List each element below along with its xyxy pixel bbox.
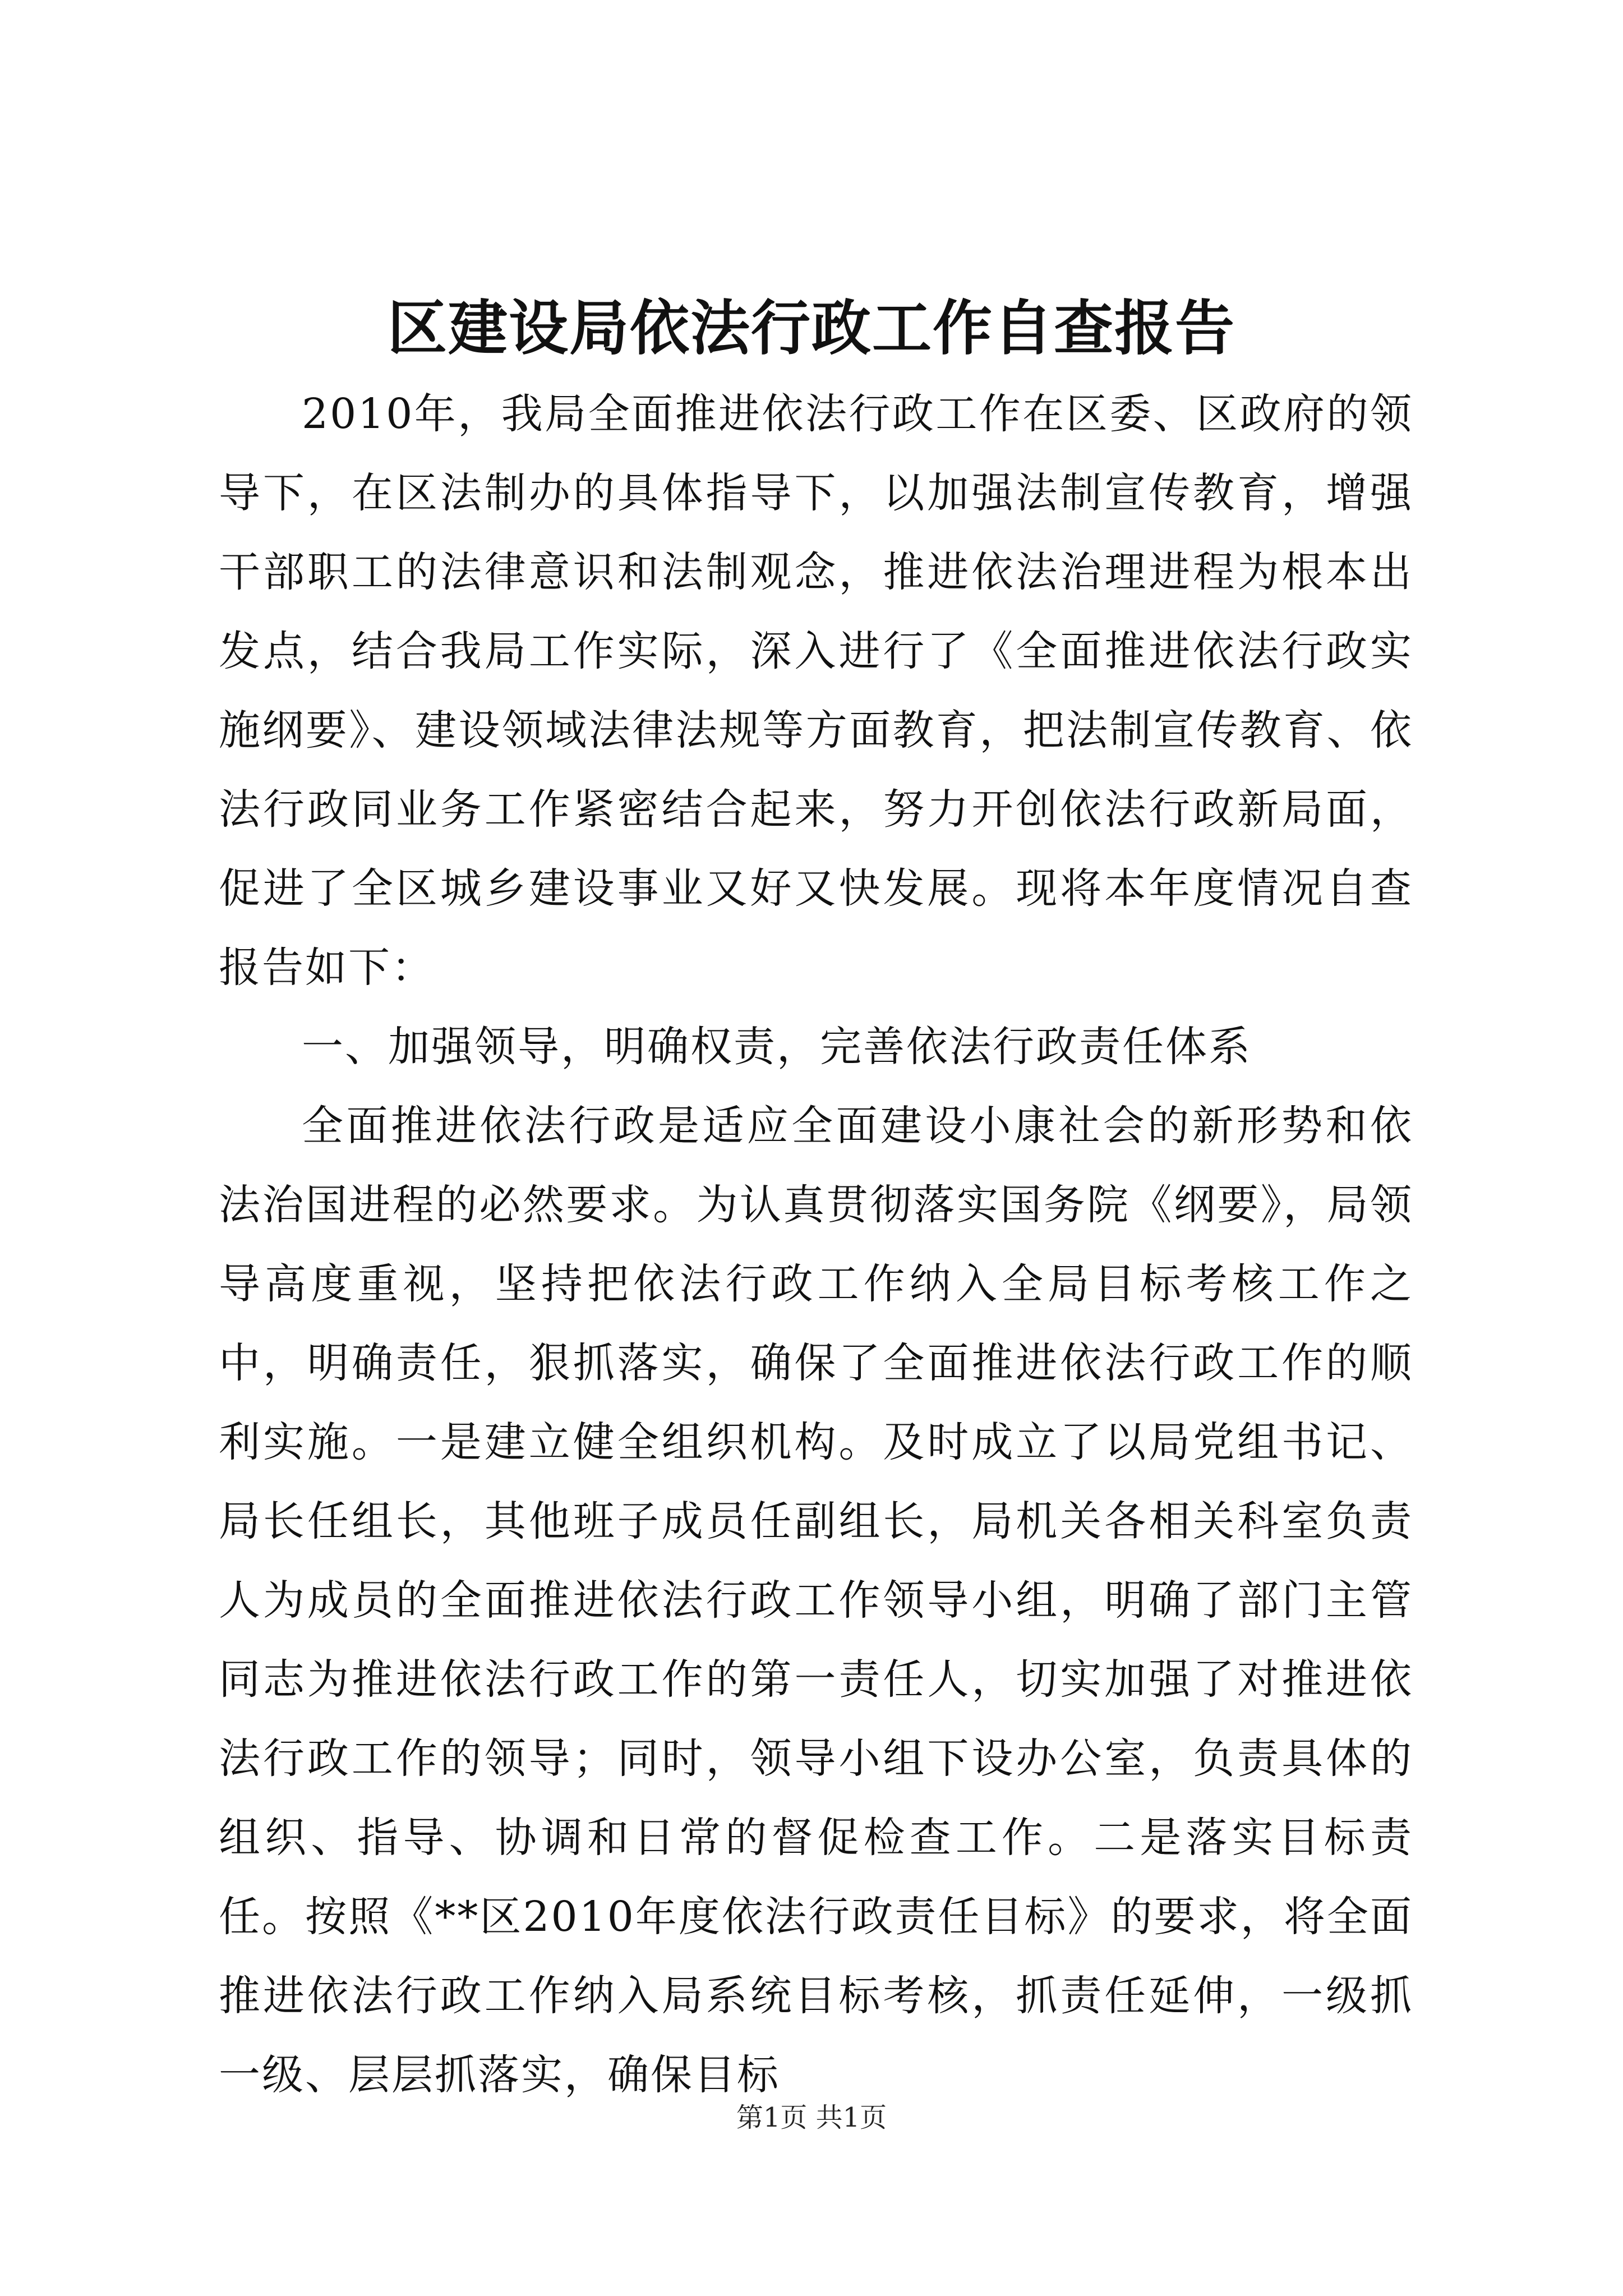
document-body xyxy=(219,375,1413,2115)
section-1-paragraph: 全面推进依法行政是适应全面建设小康社会的新形势和依法治国进程的必然要求。为认真贯彻落实国务院《纲要》，局领导高度重视，坚持把依法行政工作纳入全局目标考核工作之中，明确责任，狠抓落实，确保了全面推进依法行政工作的顺利实施。一是建立健全组织机构。及时成立了以局党组书记、局长任组长，其他班子成员任副组长，局机关各相关科室负责人为成员的全面推进依法行政工作领导小组，明确了部门主管同志为推进依法行政工作的第一责任人，切实加强了对推进依法行政工作的领导；同时，领导小组下设办公室，负责具体的组织、指导、协调和日常的督促检查工作。二是落实目标责任。按照《**区2010年度依法行政责任目标》的要求，将全面推进依法行政工作纳入局系统目标考核，抓责任延伸，一级抓一级、层层抓落实，确保目标 xyxy=(219,1102,1413,2099)
intro-paragraph: 2010年，我局全面推进依法行政工作在区委、区政府的领导下，在区法制办的具体指导下，以加强法制宣传教育，增强干部职工的法律意识和法制观念，推进依法治理进程为根本出发点，结合我局工作实际，深入进行了《全面推进依法行政实施纲要》、建设领域法律法规等方面教育，把法制宣传教育、依法行政同业务工作紧密结合起来，努力开创依法行政新局面，促进了全区城乡建设事业又好又快发展。现将本年度情况自查报告如下： xyxy=(219,390,1413,992)
page-footer: 第1页 共1页 xyxy=(736,2102,887,2133)
section-heading-1: 一、加强领导，明确权责，完善依法行政责任体系 xyxy=(302,1023,1252,1071)
document-title: 区建设局依法行政工作自查报告 xyxy=(388,293,1235,363)
